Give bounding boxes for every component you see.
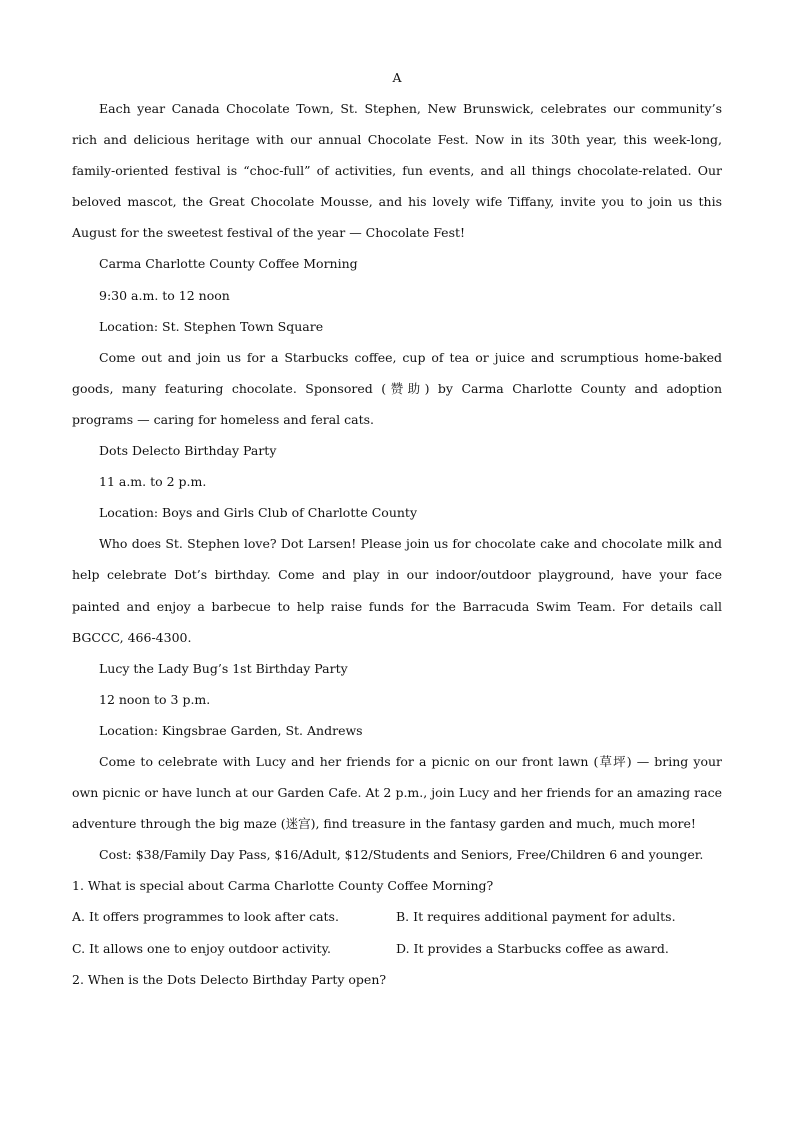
- event-birthday-party: [72, 435, 722, 653]
- options-row-1: [72, 901, 722, 932]
- question-2: [72, 964, 722, 995]
- option-b[interactable]: B. It requires additional payment for adults.: [396, 909, 676, 925]
- event-location: Location: Boys and Girls Club of Charlotte County: [99, 505, 418, 521]
- event-time: 11 a.m. to 2 p.m.: [99, 474, 207, 490]
- event-description: Come out and join us for a Starbucks coffee, cup of tea or juice and scrumptious home-baked goods, many featuring chocolate. Sponsored (赞助) by Carma Charlotte County and adoption programs — caring for homeless and feral cats.: [72, 349, 722, 427]
- event-coffee-morning: [72, 248, 722, 435]
- event-location: Location: Kingsbrae Garden, St. Andrews: [99, 722, 363, 738]
- option-c[interactable]: C. It allows one to enjoy outdoor activity.: [72, 940, 331, 956]
- event-description: Come to celebrate with Lucy and her friends for a picnic on our front lawn (草坪) — bring your own picnic or have lunch at our Garden Cafe. At 2 p.m., join Lucy and her friends for an amazing race adventure through the big maze (迷宫), find treasure in the fantasy garden and much, much more!: [72, 753, 722, 832]
- event-lady-bug-party: [72, 653, 722, 840]
- event-description: Who does St. Stephen love? Dot Larsen! Please join us for chocolate cake and chocolate milk and help celebrate Dot’s birthday. Come and play in our indoor/outdoor playground, have your face painted and enjoy a barbecue to help raise funds for the Barracuda Swim Team. For details call BGCCC, 466-4300.: [72, 536, 722, 645]
- question-text: 1. What is special about Carma Charlotte County Coffee Morning?: [72, 878, 494, 894]
- option-d[interactable]: D. It provides a Starbucks coffee as award.: [396, 940, 669, 956]
- cost-line: Cost: $38/Family Day Pass, $16/Adult, $12/Students and Seniors, Free/Children 6 and younger.: [99, 847, 704, 863]
- question-text: 2. When is the Dots Delecto Birthday Party open?: [72, 971, 387, 987]
- question-1: [72, 870, 722, 963]
- event-title: Dots Delecto Birthday Party: [99, 443, 277, 459]
- event-title: Lucy the Lady Bug’s 1st Birthday Party: [99, 660, 348, 676]
- option-a[interactable]: A. It offers programmes to look after cats.: [72, 909, 339, 925]
- event-location: Location: St. Stephen Town Square: [99, 318, 324, 334]
- options-row-2: [72, 933, 722, 964]
- event-title: Carma Charlotte County Coffee Morning: [99, 256, 358, 272]
- document-page: [72, 62, 722, 995]
- section-label: A: [392, 70, 402, 85]
- event-time: 9:30 a.m. to 12 noon: [99, 287, 230, 303]
- event-time: 12 noon to 3 p.m.: [99, 691, 211, 707]
- intro-paragraph: Each year Canada Chocolate Town, St. Stephen, New Brunswick, celebrates our community’s rich and delicious heritage with our annual Chocolate Fest. Now in its 30th year, this week-long, family-oriented festival is “choc-full” of activities, fun events, and all things chocolate-related. Our beloved mascot, the Great Chocolate Mousse, and his lovely wife Tiffany, invite you to join us this August for the sweetest festival of the year — Chocolate Fest!: [72, 101, 722, 241]
